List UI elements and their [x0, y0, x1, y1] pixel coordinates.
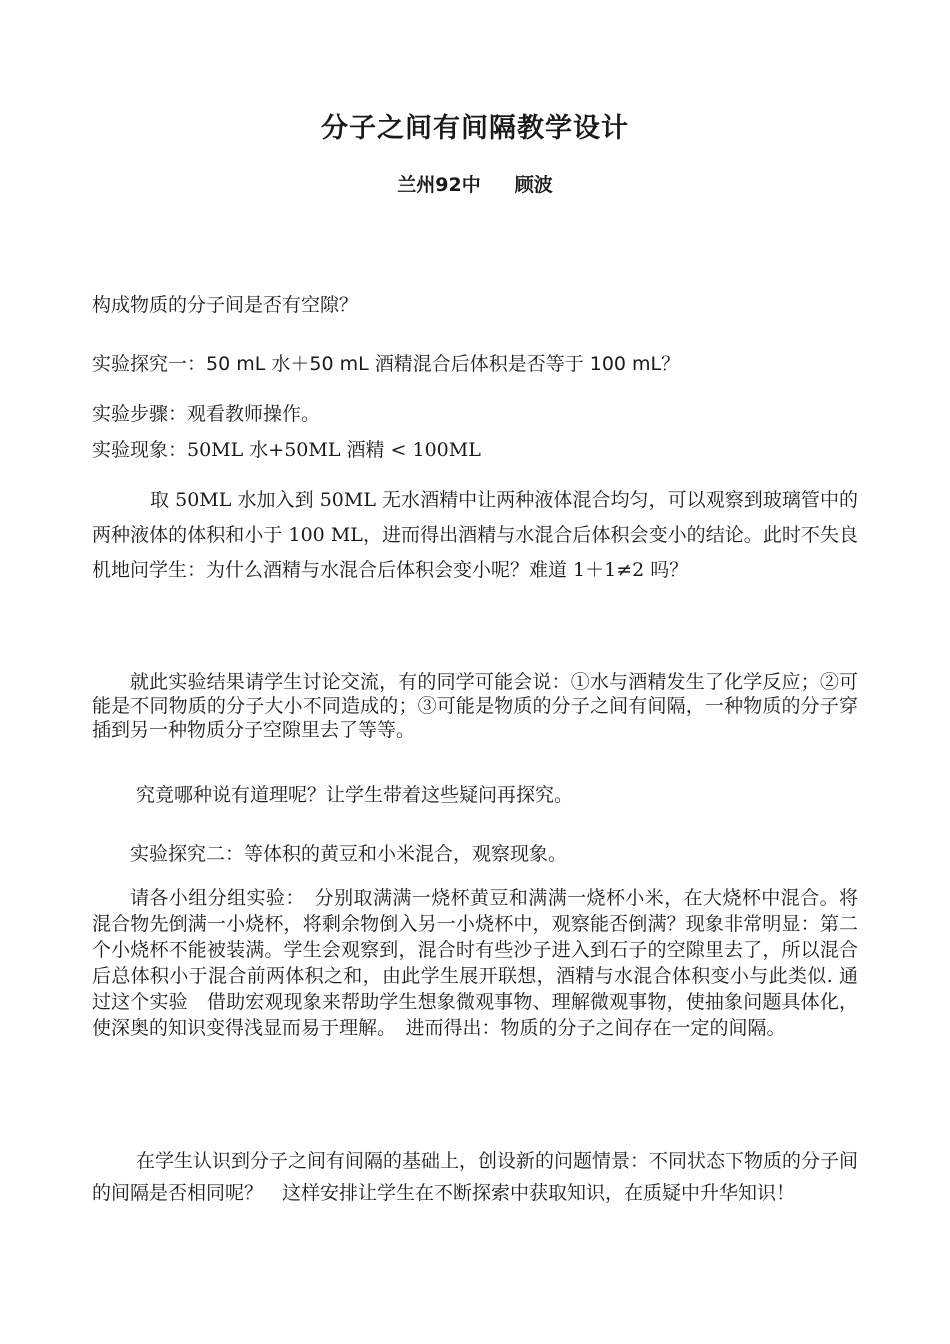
experiment-steps: 实验步骤：观看教师操作。	[92, 403, 321, 425]
author-line	[0, 170, 950, 197]
experiment-one-description: 取 50ML 水加入到 50ML 无水酒精中让两种液体混合均匀，可以观察到玻璃管中的两种液体的体积和小于 100 ML，进而得出酒精与水混合后体积会变小的结论。此时不失良机地问学生：为什么酒精与水混合后体积会变小呢？难道 1＋1≠2 吗？	[92, 489, 858, 581]
experiment-two-heading: 实验探究二：等体积的黄豆和小米混合，观察现象。	[130, 843, 568, 865]
author-school: 兰州92中	[397, 174, 481, 196]
question-paragraph: 构成物质的分子间是否有空隙？	[92, 294, 359, 316]
experiment-one-heading: 实验探究一：50 mL 水＋50 mL 酒精混合后体积是否等于 100 mL？	[92, 353, 681, 375]
group-experiment-paragraph: 请各小组分组实验： 分别取满满一烧杯黄豆和满满一烧杯小米，在大烧杯中混合。将混合物先倒满一小烧杯，将剩余物倒入另一小烧杯中，观察能否倒满？现象非常明显：第二个小烧杯不能被装满。学生会观察到，混合时有些沙子进入到石子的空隙里去了，所以混合后总体积小于混合前两体积之和，由此学生展开联想，酒精与水混合体积变小与此类似. 通过这个实验 借助宏观现象来帮助学生想象微观事物、理解微观事物，使抽象问题具体化，使深奥的知识变得浅显而易于理解。 进而得出：物质的分子之间存在一定的间隔。	[92, 887, 858, 1039]
question-followup-paragraph: 究竟哪种说有道理呢？让学生带着这些疑问再探究。	[136, 784, 574, 806]
author-name: 顾波	[514, 174, 553, 196]
conclusion-paragraph: 在学生认识到分子之间有间隔的基础上，创设新的问题情景：不同状态下物质的分子间的间隔是否相同呢？ 这样安排让学生在不断探索中获取知识，在质疑中升华知识！	[92, 1150, 859, 1204]
experiment-phenomenon: 实验现象：50ML 水+50ML 酒精 < 100ML	[92, 439, 481, 461]
discussion-paragraph: 就此实验结果请学生讨论交流，有的同学可能会说：①水与酒精发生了化学反应；②可能是不同物质的分子大小不同造成的；③可能是物质的分子之间有间隔，一种物质的分子穿插到另一种物质分子空隙里去了等等。	[92, 671, 858, 741]
document-title: 分子之间有间隔教学设计	[321, 113, 629, 144]
